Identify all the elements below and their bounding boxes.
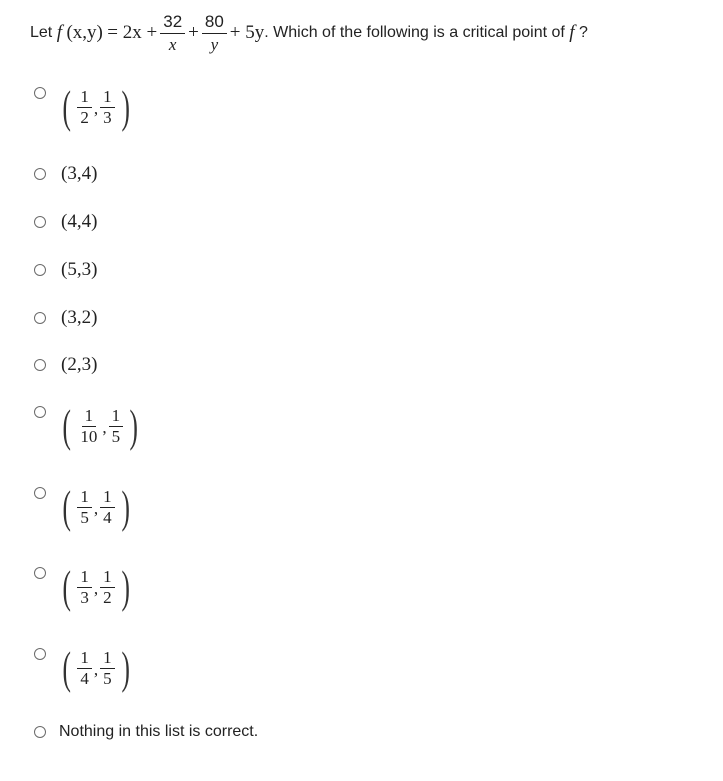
- radio-button[interactable]: [34, 264, 46, 276]
- comma: ,: [93, 499, 99, 518]
- option-label: (3,2): [61, 307, 98, 328]
- radio-button[interactable]: [34, 87, 46, 99]
- left-paren: (: [62, 561, 71, 612]
- fraction-a: [77, 488, 92, 527]
- option-label: (5,3): [61, 259, 98, 280]
- numerator: 1: [77, 568, 92, 588]
- radio-button[interactable]: [34, 648, 46, 660]
- right-paren: ): [129, 400, 138, 451]
- answer-option-2[interactable]: [34, 163, 97, 185]
- fraction-a: [77, 88, 92, 127]
- option-fraction-pair: [59, 481, 133, 532]
- equation-part: = 2x +: [107, 22, 158, 43]
- right-paren: ): [121, 81, 130, 132]
- answer-option-4[interactable]: [34, 259, 97, 281]
- numerator: 1: [109, 407, 124, 427]
- fraction-b: [100, 88, 115, 127]
- fraction-32-over-x: [160, 13, 185, 54]
- right-paren: ): [121, 561, 130, 612]
- fraction-numerator: 32: [160, 13, 185, 34]
- numerator: 1: [77, 649, 92, 669]
- left-paren: (: [62, 81, 71, 132]
- fraction-a: [77, 407, 100, 446]
- comma: ,: [93, 660, 99, 679]
- plus-sign: +: [188, 22, 199, 43]
- radio-button[interactable]: [34, 168, 46, 180]
- radio-button[interactable]: [34, 406, 46, 418]
- question-prefix: Let: [30, 24, 53, 41]
- fraction-b: [109, 407, 124, 446]
- answer-option-5[interactable]: [34, 307, 97, 329]
- answer-option-11[interactable]: [34, 723, 258, 741]
- function-args: (x,y): [66, 22, 103, 43]
- denominator: 4: [80, 668, 89, 688]
- answer-option-8[interactable]: [34, 481, 133, 532]
- option-fraction-pair: [59, 642, 133, 693]
- fraction-b: [100, 488, 115, 527]
- fraction-numerator: 80: [202, 13, 227, 34]
- radio-button[interactable]: [34, 312, 46, 324]
- comma: ,: [102, 418, 107, 437]
- numerator: 1: [77, 488, 92, 508]
- fraction-b: [100, 568, 115, 607]
- question-mark: ?: [579, 24, 588, 41]
- denominator: 3: [103, 107, 112, 127]
- numerator: 1: [100, 649, 115, 669]
- fraction-denominator: y: [210, 34, 219, 54]
- option-label: (2,3): [61, 354, 98, 375]
- radio-button[interactable]: [34, 726, 46, 738]
- option-label: (4,4): [61, 211, 98, 232]
- option-fraction-pair: [59, 400, 141, 451]
- option-fraction-pair: [59, 561, 133, 612]
- comma: ,: [93, 579, 99, 598]
- radio-button[interactable]: [34, 216, 46, 228]
- denominator: 5: [80, 507, 89, 527]
- radio-button[interactable]: [34, 487, 46, 499]
- fraction-b: [100, 649, 115, 688]
- question-suffix: . Which of the following is a critical point of: [264, 24, 565, 41]
- numerator: 1: [77, 88, 92, 108]
- option-fraction-pair: [59, 81, 133, 132]
- numerator: 1: [100, 488, 115, 508]
- answer-option-9[interactable]: [34, 561, 133, 612]
- answer-option-6[interactable]: [34, 354, 97, 376]
- numerator: 1: [100, 568, 115, 588]
- denominator: 3: [80, 587, 89, 607]
- function-symbol: f: [569, 22, 575, 43]
- numerator: 1: [82, 407, 97, 427]
- left-paren: (: [62, 400, 71, 451]
- comma: ,: [93, 99, 99, 118]
- right-paren: ): [121, 642, 130, 693]
- radio-button[interactable]: [34, 359, 46, 371]
- question-text: [30, 6, 588, 60]
- denominator: 5: [111, 426, 121, 446]
- answer-option-7[interactable]: [34, 400, 141, 451]
- option-label: (3,4): [61, 163, 98, 184]
- right-paren: ): [121, 481, 130, 532]
- numerator: 1: [100, 88, 115, 108]
- denominator: 5: [103, 668, 112, 688]
- denominator: 2: [103, 587, 112, 607]
- fraction-80-over-y: [202, 13, 227, 54]
- denominator: 4: [103, 507, 112, 527]
- radio-button[interactable]: [34, 567, 46, 579]
- function-symbol: f: [56, 22, 62, 43]
- answer-option-3[interactable]: [34, 211, 97, 233]
- fraction-denominator: x: [168, 34, 177, 54]
- option-label: Nothing in this list is correct.: [59, 723, 259, 740]
- answer-option-1[interactable]: [34, 81, 133, 132]
- denominator: 2: [80, 107, 89, 127]
- fraction-a: [77, 649, 92, 688]
- equation-tail: + 5y: [229, 22, 265, 43]
- denominator: 10: [80, 426, 98, 446]
- left-paren: (: [62, 481, 71, 532]
- answer-option-10[interactable]: [34, 642, 133, 693]
- fraction-a: [77, 568, 92, 607]
- left-paren: (: [62, 642, 71, 693]
